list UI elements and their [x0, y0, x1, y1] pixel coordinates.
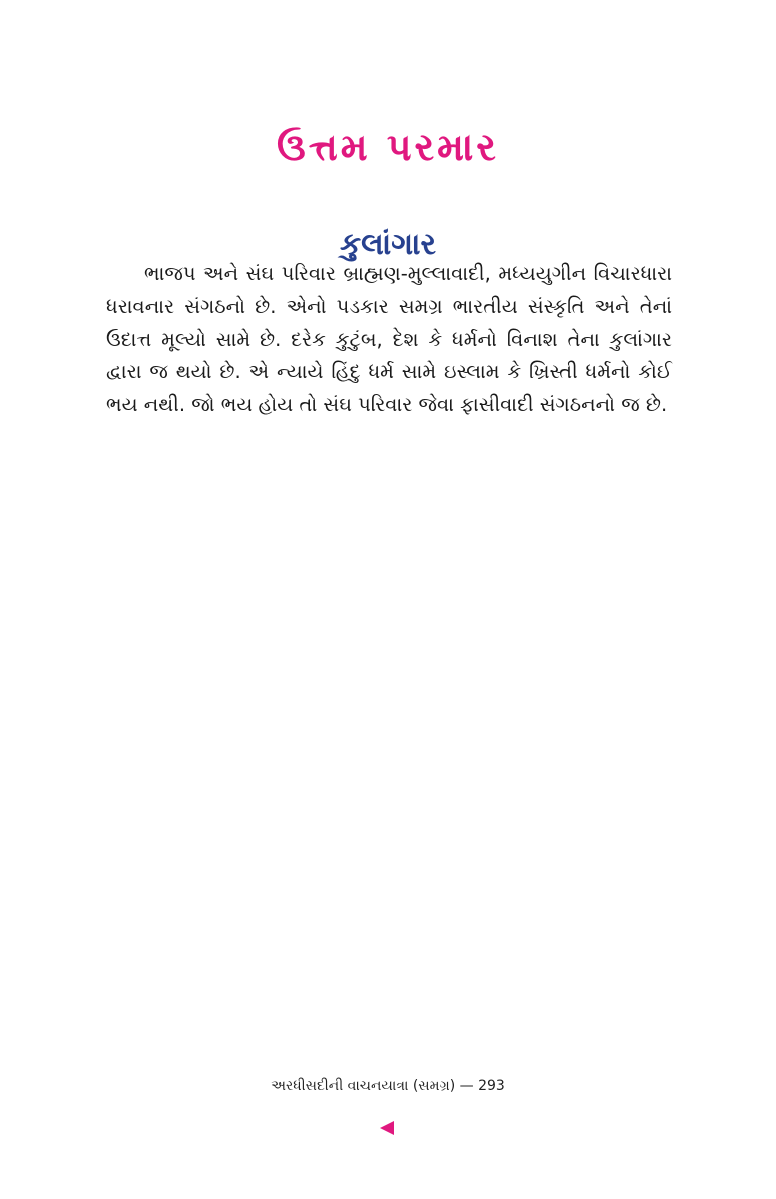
article-title: કુલાંગાર: [340, 226, 436, 262]
article-body: ભાજપ અને સંઘ પરિવાર બ્રાહ્મણ-મુલ્લાવાદી, મધ્યયુગીન વિચારધારા ધરાવનાર સંગઠનો છે. એનો પડકાર સમગ્ર ભારતીય સંસ્કૃતિ અને તેનાં ઉદાત્ત મૂલ્યો સામે છે. દરેક કુટુંબ, દેશ કે ધર્મનો વિનાશ તેના કુલાંગાર દ્વારા જ થયો છે. એ ન્યાયે હિંદુ ધર્મ સામે ઇસ્લામ કે ખ્રિસ્તી ધર્મનો કોઈ ભય નથી. જો ભય હોય તો સંઘ પરિવાર જેવા ફાસીવાદી સંગઠનનો જ છે.: [106, 262, 672, 417]
author-name: ઉત્તમ પરમાર: [277, 125, 499, 170]
previous-page-arrow-icon[interactable]: [380, 1121, 394, 1135]
page-footer: અરધીસદીની વાચનયાત્રા (સમગ્ર) — 293: [271, 1078, 505, 1094]
